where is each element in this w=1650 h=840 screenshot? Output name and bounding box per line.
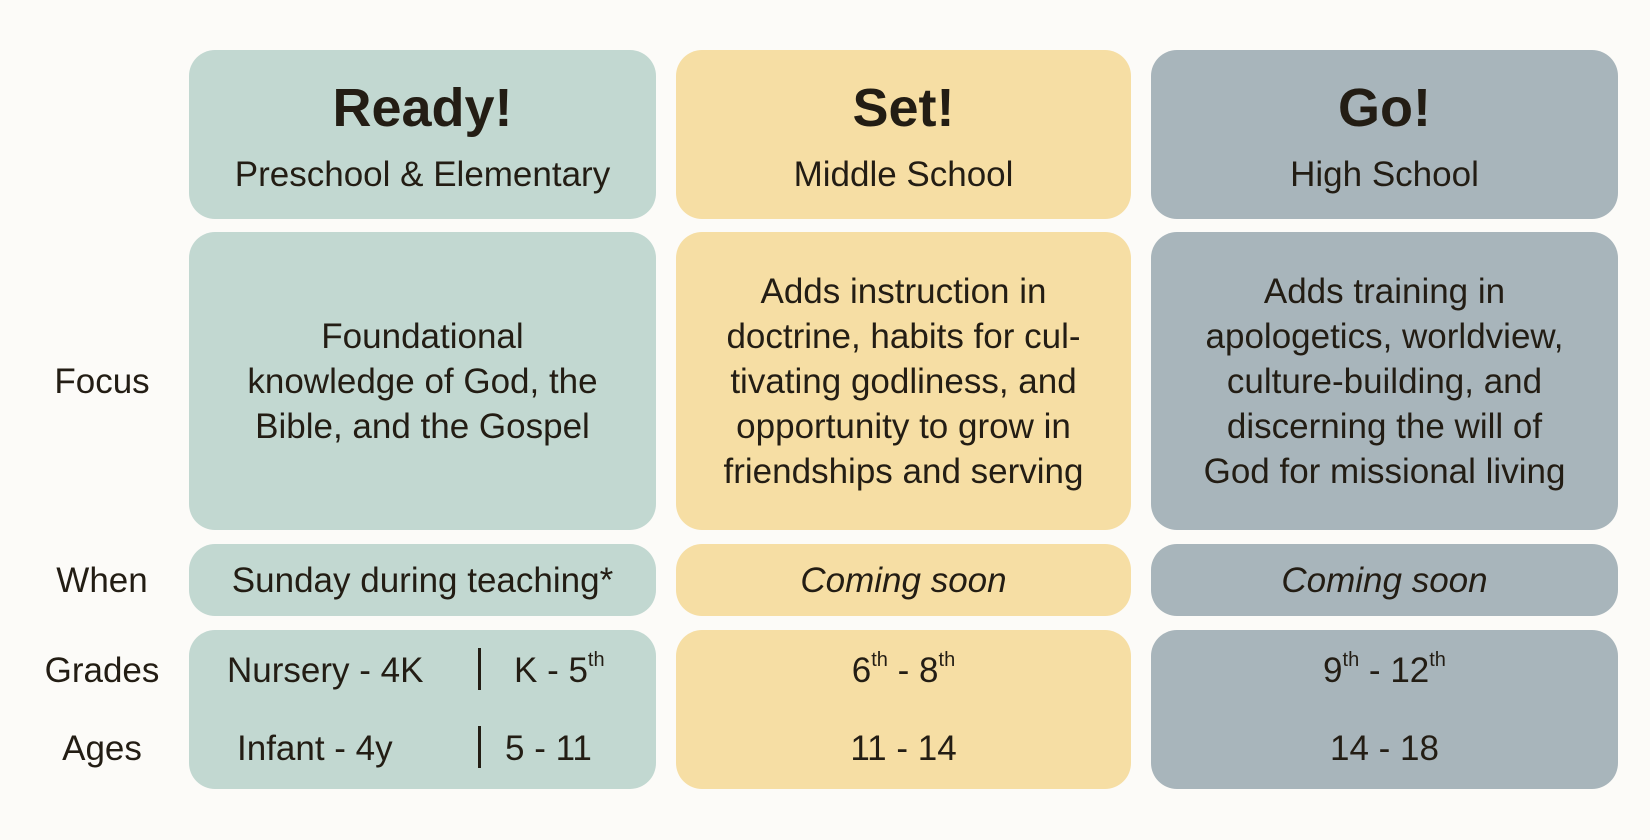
ready-focus-card	[189, 232, 656, 530]
row-label-when: When	[56, 561, 148, 600]
ready-header-card	[189, 50, 656, 219]
set-subtitle: Middle School	[793, 155, 1014, 194]
focus-line: culture-building, and	[1226, 361, 1543, 401]
go-grades-ages-card	[1151, 630, 1618, 789]
set-title: Set!	[852, 78, 955, 138]
ready-when-card	[189, 544, 656, 616]
ready-ages-right: 5 - 11	[505, 729, 592, 768]
set-focus-text	[710, 269, 1098, 494]
go-header-card	[1151, 50, 1618, 219]
go-focus-card	[1151, 232, 1618, 530]
ready-when-text: Sunday during teaching*	[231, 560, 614, 600]
set-header-card	[676, 50, 1131, 219]
focus-line: God for missional living	[1203, 451, 1566, 491]
focus-line: doctrine, habits for cul-	[726, 316, 1081, 356]
go-focus-text	[1190, 269, 1580, 494]
focus-line: apologetics, worldview,	[1205, 316, 1564, 356]
set-ages: 11 - 14	[850, 729, 957, 768]
go-grades: 9th - 12th	[1323, 649, 1446, 690]
ready-ages-left: Infant - 4y	[237, 729, 393, 768]
ready-grades-right: K - 5th	[514, 649, 605, 690]
go-when-text: Coming soon	[1281, 560, 1488, 600]
ready-title: Ready!	[332, 78, 513, 138]
set-when-card	[676, 544, 1131, 616]
grades-divider	[478, 648, 481, 690]
go-when-card	[1151, 544, 1618, 616]
row-label-focus: Focus	[54, 362, 150, 401]
focus-line: Adds instruction in	[760, 271, 1047, 311]
go-title: Go!	[1338, 78, 1431, 138]
ready-subtitle: Preschool & Elementary	[234, 155, 611, 194]
focus-line: knowledge of God, the	[247, 361, 598, 401]
row-label-grades: Grades	[44, 651, 160, 690]
ready-grades-left: Nursery - 4K	[227, 651, 424, 690]
focus-line: Bible, and the Gospel	[255, 406, 590, 446]
set-focus-card	[676, 232, 1131, 530]
set-grades: 6th - 8th	[851, 649, 956, 690]
focus-line: opportunity to grow in	[736, 406, 1071, 446]
set-grades-ages-card	[676, 630, 1131, 789]
ready-focus-text	[233, 314, 611, 449]
focus-line: discerning the will of	[1226, 406, 1543, 446]
focus-line: Adds training in	[1263, 271, 1506, 311]
focus-line: tivating godliness, and	[730, 361, 1077, 401]
focus-line: Foundational	[321, 316, 524, 356]
go-subtitle: High School	[1290, 155, 1479, 194]
ages-divider	[478, 726, 481, 768]
go-ages: 14 - 18	[1330, 729, 1439, 768]
row-label-ages: Ages	[62, 729, 142, 768]
focus-line: friendships and serving	[723, 451, 1084, 491]
set-when-text: Coming soon	[800, 560, 1007, 600]
ready-grades-ages-card	[189, 630, 656, 789]
